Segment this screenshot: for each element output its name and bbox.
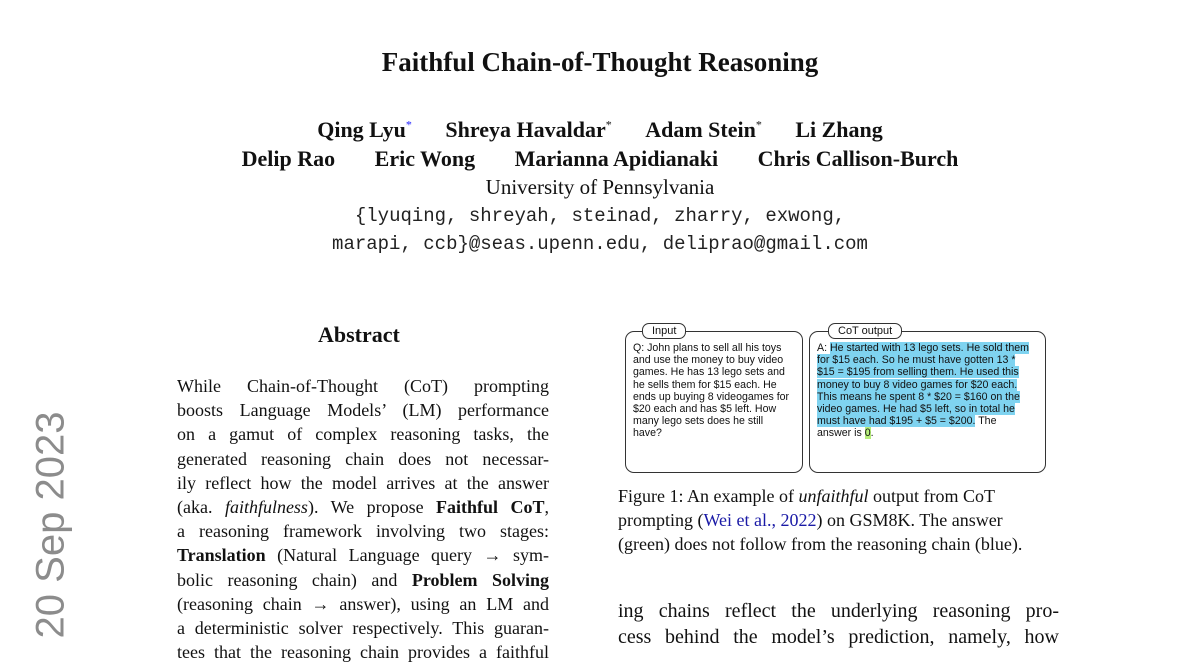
abstract-line: Translation (Natural Language query → sym- — [177, 545, 549, 566]
abstract-line: generated reasoning chain does not necessar- — [177, 448, 549, 469]
equal-contribution-mark: * — [605, 117, 612, 132]
abstract-line: a deterministic solver respectively. This guaran- — [177, 618, 549, 639]
abstract-line: boosts Language Models’ (LM) performance — [177, 400, 549, 421]
author: Delip Rao — [241, 146, 336, 171]
answer-highlight: 0 — [864, 427, 871, 440]
abstract-line: a reasoning framework involving two stages: — [177, 521, 549, 542]
citation-link[interactable]: Wei et al., 2022 — [703, 510, 817, 531]
author: Marianna Apidianaki — [514, 146, 719, 171]
input-question-text: Q: John plans to sell all his toys and use the money to buy video games. He has 13 lego sets and he sells them for $15 each. He ends up buying 8 videogames for $20 each and has $5 left. How many lego sets does he still have? — [633, 342, 790, 440]
author: Chris Callison-Burch — [757, 146, 959, 171]
author-list-row-2 — [0, 146, 1200, 172]
equal-contribution-mark: * — [405, 117, 412, 132]
abstract-line: on a gamut of complex reasoning tasks, the — [177, 424, 549, 445]
abstract-heading: Abstract — [318, 322, 400, 347]
author: Qing Lyu* — [317, 117, 412, 142]
input-label: Input — [642, 323, 686, 339]
abstract-line: (reasoning chain → answer), using an LM and — [177, 593, 549, 614]
author: Adam Stein* — [645, 117, 762, 142]
paper-title: Faithful Chain-of-Thought Reasoning — [381, 47, 819, 77]
body-text — [618, 598, 1059, 650]
caption-line: prompting (Wei et al., 2022) on GSM8K. The answer — [618, 510, 1003, 531]
abstract-line: (aka. faithfulness). We propose Faithful CoT, — [177, 497, 549, 518]
body-line: cess behind the model’s prediction, namely, how — [618, 626, 1059, 648]
author: Eric Wong — [374, 146, 476, 171]
email-line-1: {lyuqing, shreyah, steinad, zharry, exwong, — [354, 205, 846, 227]
author-list-row-1 — [0, 117, 1200, 143]
figure-caption — [618, 484, 1059, 557]
figure-input-panel — [625, 325, 803, 473]
caption-line: (green) does not follow from the reasoning chain (blue). — [618, 534, 1023, 555]
arxiv-date-stamp: 20 Sep 2023 — [28, 411, 73, 639]
cot-output-text: A: He started with 13 lego sets. He sold them for $15 each. So he must have gotten 13 * $15 = $195 from selling them. He used this money to buy 8 video games for $20 each. This means he spent 8 * $20 = $160 on the video games. He had $5 left, so in total he must have had $195 + $5 = $200. The answer is 0. — [817, 342, 1029, 440]
abstract-line: ily reflect how the model arrives at the answer — [177, 472, 549, 493]
affiliation: University of Pennsylvania — [485, 175, 715, 199]
abstract-line: bolic reasoning chain) and Problem Solving — [177, 569, 549, 590]
abstract-line: While Chain-of-Thought (CoT) prompting — [177, 376, 549, 396]
author: Li Zhang — [795, 117, 883, 142]
figure-cot-panel — [809, 325, 1046, 473]
email-line-2: marapi, ccb}@seas.upenn.edu, deliprao@gmail.com — [332, 233, 868, 255]
body-line: ing chains reflect the underlying reasoning pro- — [618, 600, 1059, 622]
cot-output-label: CoT output — [828, 323, 902, 339]
reasoning-chain-highlight: He started with 13 lego sets. He sold them for $15 each. So he must have gotten 13 * $15 = $195 from selling them. He used this money to buy 8 video games for $20 each. This means he spent 8 * $20 = $160 on the video games. He had $5 left, so in total he must have had $195 + $5 = $200. — [817, 342, 1029, 428]
caption-line: Figure 1: An example of unfaithful output from CoT — [618, 486, 995, 506]
abstract-text — [177, 374, 549, 664]
author: Shreya Havaldar* — [445, 117, 612, 142]
abstract-line: tees that the reasoning chain provides a faithful — [177, 642, 549, 663]
equal-contribution-mark: * — [755, 117, 762, 132]
